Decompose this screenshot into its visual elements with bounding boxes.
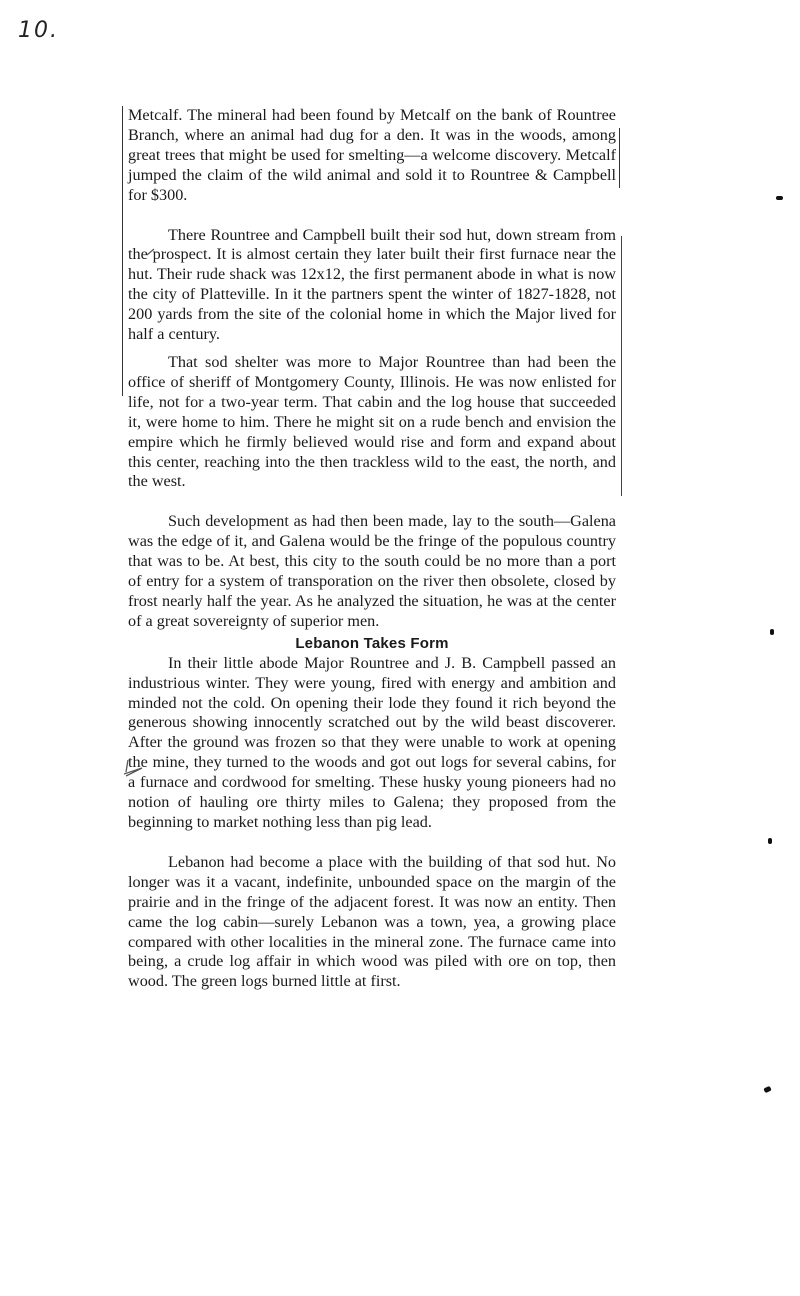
pencil-tick-icon [146,248,156,256]
article-column [128,106,616,992]
paragraph-sod-hut: There Rountree and Campbell built their sod hut, down stream from the prospect. It is almost certain they later built their first furnace near the hut. Their rude shack was 12x12, the first permanent abode in what is now the city of Platteville. In it the partners spent the winter of 1827-1828, not 200 yards from the site of the colonial home in which the Major lived for half a century. [128,225,616,344]
margin-bracket-right [618,236,622,496]
paragraph-development: Such development as had then been made, lay to the south—Galena was the edge of it, and Galena would be the fringe of the populous country that was to be. At best, this city to the south could be no more than a port of entry for a system of transporation on the river then obsolete, closed by frost nearly half the year. As he analyzed the situation, he was at the center of a great sovereignty of superior men. [128,512,616,630]
paragraph-lebanon: Lebanon had become a place with the building of that sod hut. No longer was it a vacant, indefinite, unbounded space on the margin of the prairie and in the fringe of the adjacent forest. It was now an entity. Then came the log cabin—surely Lebanon was a town, yea, a growing place compared with other localities in the mineral zone. The furnace came into being, a crude log affair in which wood was piled with ore on top, then wood. The green logs burned little at first. [128,852,616,991]
paragraph-sod-shelter: That sod shelter was more to Major Rountree than had been the office of sheriff of Montgomery County, Illinois. He was now enlisted for life, not for a two-year term. That cabin and the log house that succeeded it, were home to him. There he might sit on a rude bench and envision the empire which he firmly believed would rise and form and expand about this center, reaching into the then trackless wild to the east, the north, and the west. [128,352,616,491]
page-number: 10. [18,18,59,43]
margin-bracket-left [122,106,129,396]
section-heading: Lebanon Takes Form [295,634,449,652]
margin-dot-icon [768,838,772,844]
margin-dot-icon [776,196,783,200]
margin-dot-icon [763,1086,771,1093]
margin-dot-icon [770,629,774,635]
margin-bracket-right-top [616,128,620,188]
paragraph-metcalf: Metcalf. The mineral had been found by Metcalf on the bank of Rountree Branch, where an animal had dug for a den. It was in the woods, among great trees that might be used for smelting—a welcome discovery. Metcalf jumped the claim of the wild animal and sold it to Rountree & Campbell for $300. [128,106,616,204]
paragraph-winter: In their little abode Major Rountree and J. B. Campbell passed an industrious winter. They were young, fired with energy and ambition and minded not the cold. On opening their lode they found it rich beyond the generous showing innocently scratched out by the wild beast discoverer. After the ground was frozen so that they were unable to work at opening the mine, they turned to the woods and got out logs for several cabins, for a furnace and cordwood for smelting. These husky young pioneers had no notion of hauling ore thirty miles to Galena; they proposed from the beginning to market nothing less than pig lead. [128,653,616,831]
pencil-arrow-icon [122,758,150,778]
